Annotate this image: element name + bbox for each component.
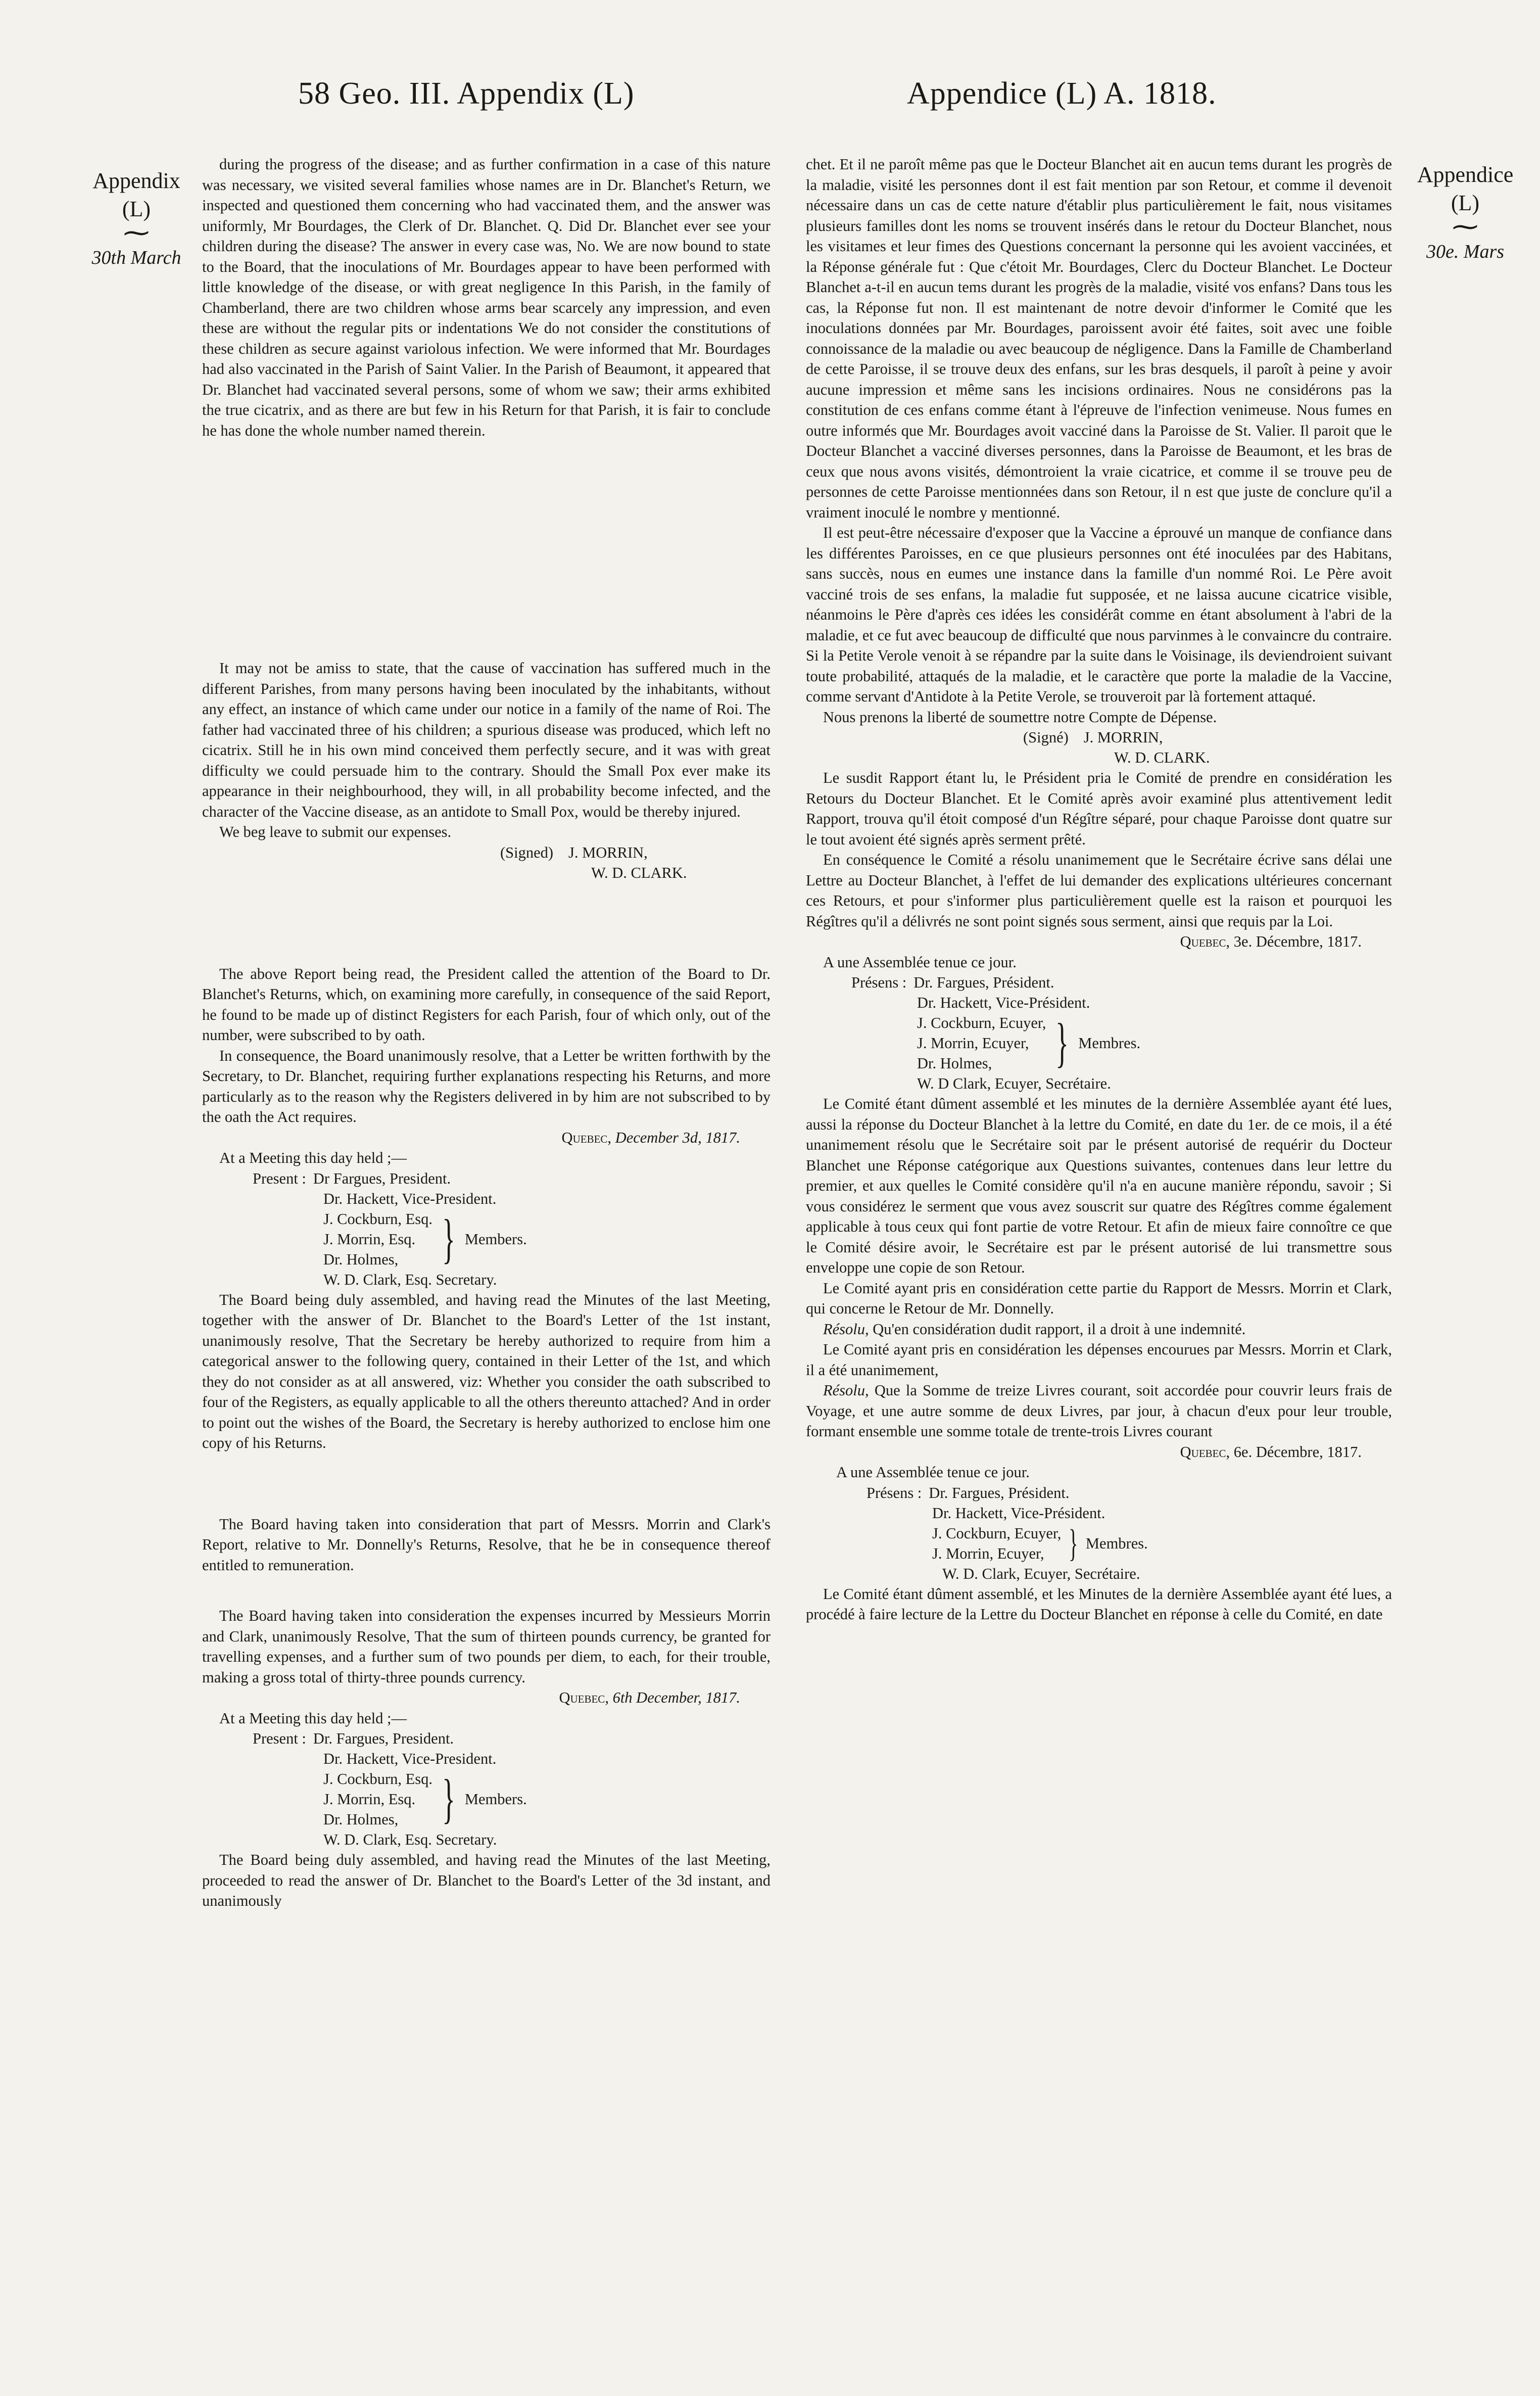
english-paragraph: The above Report being read, the President called the attention of the Board to Dr. Blanchet's Returns, which, on examining more carefully, in consequence of the said Report, he found to be made up of distinct Registers for each Parish, four of which only, out of the number, were subscribed to by oath. [202, 965, 771, 1044]
resolu-label: Résolu, [823, 1320, 869, 1338]
page-header-english: 58 Geo. III. Appendix (L) [298, 76, 635, 111]
attendance-roster [806, 1483, 1392, 1584]
signed-label: (Signed) [500, 843, 554, 861]
roster-entry: Dr. Hackett, Vice-Président. [917, 994, 1090, 1011]
roster-entry: Dr. Hackett, Vice-Président. [932, 1504, 1105, 1522]
roster-entry: W. D. Clark, Ecuyer, Secrétaire. [942, 1565, 1140, 1582]
roster-entry: Dr. Fargues, Président. [913, 974, 1054, 991]
roster-entry: Dr Fargues, President. [313, 1169, 451, 1187]
roster-entry: Dr. Fargues, President. [313, 1730, 454, 1747]
present-label: Present : [253, 1169, 306, 1187]
french-paragraph: chet. Et il ne paroît même pas que le Docteur Blanchet ait en aucun tems durant les progrès de la maladie, visité les personnes dont il est fait mention par son Retour, et comme il devenoit nécessaire dans un cas de cette nature d'établir plus particulièrement le fait, nous visitames plusieurs familles dont les noms se trouvent insérés dans le retour du Docteur Blanchet, nous les visitames et leur fimes des Questions concernant la personne qui les avoient vaccinées, et la Réponse générale fut : Que c'étoit Mr. Bourdages, Clerc du Docteur Blanchet. Le Docteur Blanchet a-t-il en aucun tems durant les progrès de la maladie, visité vos enfans? Dans tous les cas, la Réponse fut non. Il est maintenant de notre devoir d'informer le Comité que les inoculations données par Mr. Bourdages, paroissent avoir été faites, soit avec une foible connoissance de la maladie ou avec beaucoup de négligence. Dans la Famille de Chamberland de cette Paroisse, il se trouve deux des enfans, sur les bras desquels, il paroît à peine y avoir aucune impression et même sans les incisions ordinaires. Nous ne considérons pas la constitution de ces enfans comme étant à l'épreuve de l'infection venimeuse. Nous fumes en outre informés que Mr. Bourdages avoit vacciné dans la Paroisse de St. Valier. Il paroit que le Docteur Blanchet a vacciné diverses personnes, dans la Paroisse de Beaumont, et les bras de ceux que nous avons visités, démontroient la vraie cicatrice, et comme il se trouve peu de personnes de cette Paroisse mentionnées dans son Retour, il n est que juste de conclure qu'il a vraiment inoculé le nombre y mentionné. [806, 156, 1392, 521]
present-label: Present : [253, 1730, 306, 1747]
french-text: Que la Somme de treize Livres courant, soit accordée pour couvrir leurs frais de Voyage, et une autre somme de deux Livres, par jour, à chacun d'eux pour leur trouble, formant ensemble une somme totale de trente-trois Livres courant [806, 1382, 1392, 1440]
signature-block [806, 727, 1392, 768]
signature-block [202, 842, 771, 883]
attendance-roster [202, 1728, 771, 1850]
meeting-heading: At a Meeting this day held ;— [219, 1149, 407, 1166]
signature-name: W. D. CLARK. [591, 864, 687, 881]
french-paragraph: Le Comité étant dûment assemblé, et les Minutes de la dernière Assemblée ayant été lues, a procédé à faire lecture de la Lettre du Docteur Blanchet en réponse à celle du Comité, en date [806, 1585, 1392, 1623]
meeting-date [806, 931, 1392, 952]
roster-entry: Dr. Fargues, Président. [929, 1484, 1070, 1501]
english-paragraph: It may not be amiss to state, that the cause of vaccination has suffered much in the different Parishes, from many persons having been inoculated by the inhabitants, without any effect, an instance of which came under our notice in a family of the name of Roi. The father had vaccinated three of his children; a spurious disease was produced, which left no cicatrix. Still he in his own mind conceived them perfectly secure, and it was with great difficulty we could persuade him to the contrary. Should the Small Pox ever make its appearance in their neighbourhood, they will, in all probability become infected, and the character of the Vaccine disease, as an antidote to Small Pox, would be thereby injured. [202, 660, 771, 820]
roster-entry: Dr. Hackett, Vice-President. [323, 1750, 497, 1767]
date-text: 6e. Décembre, 1817. [1233, 1443, 1362, 1461]
roster-entry: J. Cockburn, Ecuyer, [917, 1014, 1046, 1031]
date-place: Quebec, [1180, 1443, 1230, 1461]
present-label: Présens : [867, 1484, 922, 1501]
french-paragraph: Le Comité étant dûment assemblé et les minutes de la dernière Assemblée ayant été lues, aussi la réponse du Docteur Blanchet à la lettre du Comité, en date du 1er. de ce mois, il a été unanimement résolu que le Secrétaire soit par le présent autorisé de requérir du Docteur Blanchet une Réponse catégorique aux Questions suivantes, contenues dans leur lettre du premier, et aux quelles le Comité considère qu'il n'a en aucune manière répondu, savoir ; Si vous considérez le serment que vous avez souscrit sur quatre des Régîtres comme également applicable à tous ceux qui font partie de votre Retour. Et afin de mieux faire connoître ce que le Comité désire avoir, le Secrétaire est par le présent autorisé de lui transmettre sous enveloppe une copie de son Retour. [806, 1095, 1392, 1276]
margin-flourish: ⁓ [123, 219, 150, 248]
french-paragraph: En conséquence le Comité a résolu unanimement que le Secrétaire écrive sans délai une Lettre au Docteur Blanchet, à l'effet de lui demander des explications ultérieures concernant ces Retours, et pour s'informer plus particulièrement quelle est la raison et pourquoi les Régîtres qu'il a délivrés ne sont point signés sous serment, ainsi que requis par la Loi. [806, 851, 1392, 930]
roster-entry: J. Morrin, Ecuyer, [917, 1035, 1029, 1052]
resolu-label: Résolu, [823, 1382, 869, 1399]
roster-entry: W. D Clark, Ecuyer, Secrétaire. [917, 1075, 1111, 1092]
french-paragraph: Le Comité ayant pris en considération cette partie du Rapport de Messrs. Morrin et Clark, qui concerne le Retour de Mr. Donnelly. [806, 1279, 1392, 1317]
roster-entry: J. Cockburn, Esq. [323, 1210, 433, 1228]
date-text: December 3d, 1817. [615, 1129, 740, 1146]
members-label: Membres. [1078, 1035, 1141, 1052]
date-place: Quebec, [1180, 933, 1230, 950]
french-paragraph: Le Comité ayant pris en considération les dépenses encourues par Messrs. Morrin et Clark, il a été unanimement, [806, 1341, 1392, 1379]
english-paragraph: The Board having taken into consideration that part of Messrs. Morrin and Clark's Report, relative to Mr. Donnelly's Returns, Resolve, that he be in consequence thereof entitled to remuneration. [202, 1515, 771, 1574]
english-column [202, 154, 771, 1911]
margin-note-left [76, 167, 197, 272]
brace: } [1069, 1522, 1078, 1565]
french-paragraph [806, 1319, 1392, 1340]
meeting-heading: A une Assemblée tenue ce jour. [836, 1464, 1030, 1481]
attendance-roster [806, 972, 1392, 1094]
english-paragraph: We beg leave to submit our expenses. [219, 823, 452, 840]
roster-entry: J. Morrin, Esq. [323, 1791, 416, 1808]
margin-date: 30th March [91, 247, 181, 268]
french-text: Qu'en considération dudit rapport, il a droit à une indemnité. [873, 1320, 1246, 1338]
roster-entry: J. Cockburn, Ecuyer, [932, 1524, 1062, 1542]
margin-letter: (L) [122, 197, 151, 221]
margin-flourish: ⁓ [1452, 213, 1478, 242]
roster-entry: Dr. Hackett, Vice-President. [323, 1190, 497, 1207]
signed-label: (Signé) [1023, 729, 1069, 746]
english-paragraph: In consequence, the Board unanimously resolve, that a Letter be written forthwith by the Secretary, to Dr. Blanchet, requiring further explanations respecting his Returns, and more particularly as to the reason why the Registers delivered in by him are not subscribed to by the oath the Act requires. [202, 1047, 771, 1125]
meeting-heading: A une Assemblée tenue ce jour. [823, 953, 1017, 971]
english-paragraph: The Board being duly assembled, and having read the Minutes of the last Meeting, together with the answer of Dr. Blanchet to the Board's Letter of the 1st instant, unanimously resolve, That the Secretary be hereby authorized to require from him a categorical answer to the following query, contained in their Letter of the 1st, and which they do not consider as at all answered, viz: Whether you consider the oath subscribed to four of the Registers, as equally applicable to all the others thereunto attached? And in order to point out the wishes of the Board, the Secretary is hereby authorized to enclose him one copy of his Returns. [202, 1291, 771, 1451]
members-label: Members. [464, 1791, 527, 1808]
margin-title: Appendice [1417, 162, 1514, 187]
date-place: Quebec, [559, 1689, 609, 1706]
margin-title: Appendix [92, 168, 180, 193]
date-text: 6th December, 1817. [612, 1689, 740, 1706]
french-paragraph: Nous prenons la liberté de soumettre notre Compte de Dépense. [823, 708, 1217, 726]
english-paragraph: The Board being duly assembled, and having read the Minutes of the last Meeting, proceeded to read the answer of Dr. Blanchet to the Board's Letter of the 3d instant, and unanimously [202, 1851, 771, 1909]
brace: } [442, 1769, 455, 1829]
signature-name: J. MORRIN, [1083, 729, 1163, 746]
meeting-date [806, 1442, 1392, 1463]
roster-entry: W. D. Clark, Esq. Secretary. [323, 1271, 497, 1288]
present-label: Présens : [851, 974, 907, 991]
meeting-date [202, 1687, 771, 1708]
attendance-roster [202, 1168, 771, 1290]
page-header-french: Appendice (L) A. 1818. [907, 76, 1217, 111]
margin-date: 30e. Mars [1426, 241, 1505, 262]
french-paragraph: Il est peut-être nécessaire d'exposer que la Vaccine a éprouvé un manque de confiance dans les différentes Paroisses, en ce que plusieurs personnes ont été inoculées par des Habitans, sans succès, nous en eumes une instance dans la famille d'un nommé Roi. Le Père avoit vacciné trois de ses enfans, la maladie fut supposée, et ne laissa aucune cicatrice visible, néanmoins le Père d'après ces idées les considérât comme en étant absolument à l'abri de la maladie, et ce fut avec beaucoup de difficulté que nous parvinmes à le convaincre du contraire. Si la Petite Verole venoit à se répandre par la suite dans le Voisinage, ils deviendroient suivant toute probabilité, attaqués de la maladie, et le caractère que porte la maladie de la Vaccine, comme servant d'Antidote à la Petite Verole, se trouveroit par là fortement attaqué. [806, 524, 1392, 705]
roster-entry: W. D. Clark, Esq. Secretary. [323, 1831, 497, 1848]
date-place: Quebec, [561, 1129, 612, 1146]
english-paragraph: during the progress of the disease; and as further confirmation in a case of this nature was necessary, we visited several families whose names are in Dr. Blanchet's Return, we inspected and questioned them concerning who had vaccinated them, and the answer was uniformly, Mr Bourdages, the Clerk of Dr. Blanchet. Q. Did Dr. Blanchet ever see your children during the disease? The answer in every case was, No. We are now bound to state to the Board, that the inoculations of Mr. Bourdages appear to have been performed with little knowledge of the disease, or with great negligence In this Parish, in the family of Chamberland, there are two children whose arms bear scarcely any impression, and even these are without the regular pits or indentations We do not consider the constitutions of these children as secure against variolous infection. We were informed that Mr. Bourdages had also vaccinated in the Parish of Saint Valier. In the Parish of Beaumont, it appeared that Dr. Blanchet had vaccinated several persons, some of whom we saw; their arms exhibited the true cicatrix, and as there are but few in his Return for that Parish, it is fair to conclude he has done the whole number named therein. [202, 156, 771, 439]
brace: } [1055, 1013, 1069, 1073]
members-label: Members. [464, 1230, 527, 1248]
signature-name: W. D. CLARK. [1114, 749, 1210, 766]
roster-entry: Dr. Holmes, [917, 1055, 992, 1072]
roster-entry: J. Morrin, Ecuyer, [932, 1544, 1044, 1562]
roster-entry: Dr. Holmes, [323, 1250, 399, 1268]
margin-note-right [1405, 161, 1526, 266]
french-column [806, 154, 1392, 1625]
brace: } [442, 1208, 455, 1269]
french-paragraph [806, 1380, 1392, 1442]
signature-name: J. MORRIN, [568, 843, 648, 861]
date-text: 3e. Décembre, 1817. [1233, 933, 1362, 950]
margin-letter: (L) [1451, 191, 1480, 215]
meeting-heading: At a Meeting this day held ;— [219, 1709, 407, 1727]
french-paragraph: Le susdit Rapport étant lu, le Président pria le Comité de prendre en considération les Retours du Docteur Blanchet. Et le Comité après avoir examiné plus attentivement ledit Rapport, trouva qu'il étoit composé d'un Régître séparé, pour chaque Paroisse dont quatre sur le tout avoient été signés après serment prêté. [806, 769, 1392, 848]
roster-entry: Dr. Holmes, [323, 1811, 399, 1828]
roster-entry: J. Cockburn, Esq. [323, 1770, 433, 1788]
english-paragraph: The Board having taken into consideration the expenses incurred by Messieurs Morrin and Clark, unanimously Resolve, That the sum of thirteen pounds currency, be granted for travelling expenses, and a further sum of two pounds per diem, to each, for their trouble, making a gross total of thirty-three pounds currency. [202, 1607, 771, 1686]
roster-entry: J. Morrin, Esq. [323, 1230, 416, 1248]
meeting-date [202, 1127, 771, 1148]
members-label: Membres. [1085, 1534, 1148, 1552]
